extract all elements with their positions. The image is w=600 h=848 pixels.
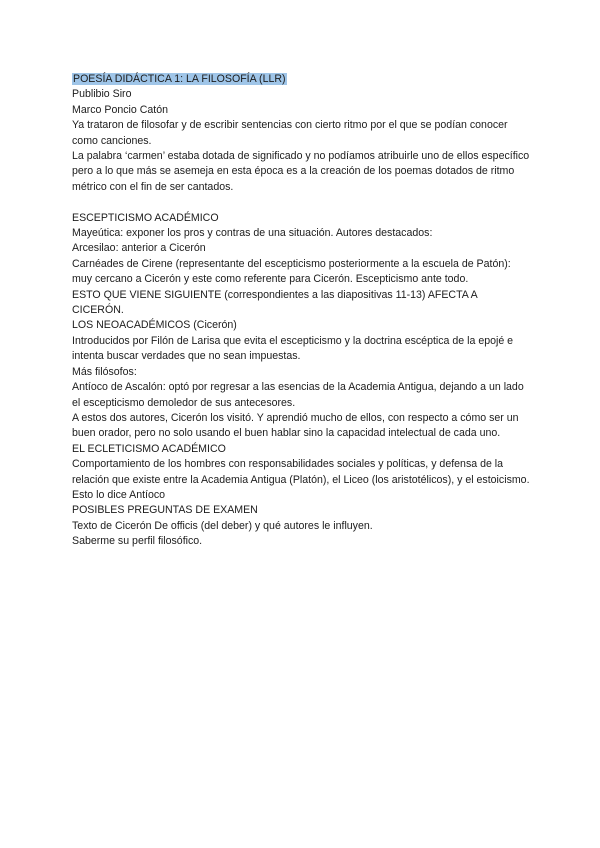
paragraph-comportamiento: Comportamiento de los hombres con responsabilidades sociales y políticas, y defensa de la relación que existe entre la Academia Antigua (Platón), el Liceo (los aristotélicos), y el estoicismo. Esto lo dice Antíoco: [72, 458, 530, 501]
document-title[interactable]: POESÍA DIDÁCTICA 1: LA FILOSOFÍA (LLR): [73, 73, 286, 85]
paragraph-arcesilao: Arcesilao: anterior a Cicerón: [72, 242, 206, 255]
author-line-2: Marco Poncio Catón: [72, 103, 168, 116]
paragraph-mas-filosofos: Más filósofos:: [72, 365, 137, 378]
paragraph-diapositivas: ESTO QUE VIENE SIGUIENTE (correspondientes a las diapositivas 11-13) AFECTA A CICERÓN.: [72, 288, 478, 317]
document-title-line: [72, 72, 530, 87]
heading-escepticismo: ESCEPTICISMO ACADÉMICO: [72, 211, 219, 224]
paragraph-texto-ciceron: Texto de Cicerón De officis (del deber) y qué autores le influyen.: [72, 519, 373, 532]
paragraph-mayeutica: Mayeútica: exponer los pros y contras de una situación. Autores destacados:: [72, 227, 433, 240]
paragraph-visito: A estos dos autores, Cicerón los visitó. Y aprendió mucho de ellos, con respecto a cómo ser un buen orador, pero no solo usando el buen hablar sino la capacidad intelectual de cada uno.: [72, 411, 519, 440]
heading-eclecticismo: EL ECLETICISMO ACADÉMICO: [72, 442, 226, 455]
paragraph-antioco: Antíoco de Ascalón: optó por regresar a las esencias de la Academia Antigua, dejando a un lado el escepticismo demoledor de sus antecesores.: [72, 381, 524, 409]
paragraph-sentencias: Ya trataron de filosofar y de escribir sentencias con cierto ritmo por el que se podían conocer como canciones.: [72, 119, 508, 147]
paragraph-carneades: Carnéades de Cirene (representante del escepticismo posteriormente a la escuela de Patón): muy cercano a Cicerón y este como referente para Cicerón. Escepticismo ante todo.: [72, 257, 511, 286]
paragraph-perfil: Saberme su perfil filosófico.: [72, 535, 203, 548]
paragraph-carmen: La palabra ‘carmen’ estaba dotada de significado y no podíamos atribuirle uno de ellos específico pero a lo que más se asemeja en esta época es a la creación de los poemas dotados de ritmo métrico con el fin de ser cantados.: [72, 150, 530, 193]
heading-neoacademicos: LOS NEOACADÉMICOS (Cicerón): [72, 319, 237, 332]
paragraph-filon: Introducidos por Filón de Larisa que evita el escepticismo y la doctrina escéptica de la epojé e intenta buscar verdades que no sean impuestas.: [72, 334, 514, 363]
blank-line: [72, 195, 530, 210]
heading-preguntas: POSIBLES PREGUNTAS DE EXAMEN: [72, 504, 258, 517]
author-line-1: Publibio Siro: [72, 88, 132, 101]
